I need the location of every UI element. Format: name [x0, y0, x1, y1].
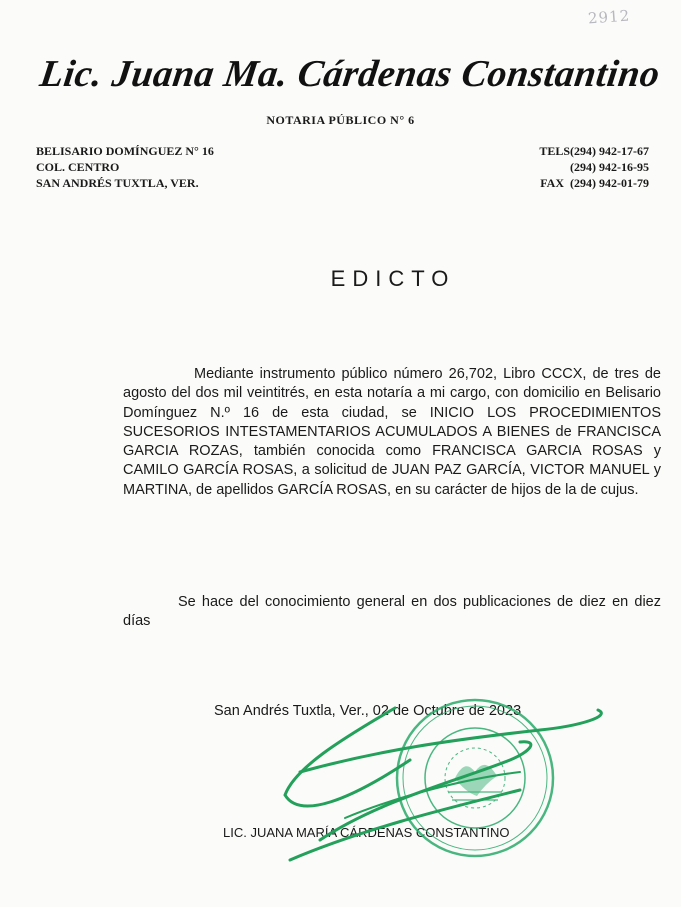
address-line: COL. CENTRO — [36, 160, 120, 174]
phone-line: TELS(294) 942-17-67 — [539, 144, 649, 158]
publication-paragraph: Se hace del conocimiento general en dos publicaciones de diez en diez días — [123, 594, 661, 630]
address-line: SAN ANDRÉS TUXTLA, VER. — [36, 176, 199, 190]
address-line: BELISARIO DOMÍNGUEZ N° 16 — [36, 144, 214, 158]
phone-line: FAX (294) 942-01-79 — [540, 176, 649, 190]
phone-line: (294) 942-16-95 — [570, 160, 649, 174]
place-and-date: San Andrés Tuxtla, Ver., 02 de Octubre de 2023 — [214, 703, 522, 719]
notary-subtitle: NOTARIA PÚBLICO N° 6 — [266, 113, 415, 127]
corner-handwritten-mark: 2912 — [587, 6, 631, 28]
document-title: EDICTO — [330, 266, 456, 291]
signer-name: LIC. JUANA MARÍA CÁRDENAS CONSTANTINO — [223, 825, 510, 840]
notary-name-heading: Lic. Juana Ma. Cárdenas Constantino — [37, 53, 663, 95]
edict-paragraph: Mediante instrumento público número 26,702, Libro CCCX, de tres de agosto del dos mil veintitrés, en esta notaría a mi cargo, con domicilio en Belisario Domínguez N.º 16 de esta ciudad, se INICIO LOS PROCEDIMIENTOS SUCESORIOS INTESTAMENTARIOS ACUMULADOS A BIENES de FRANCISCA GARCIA ROZAS, también conocida como FRANCISCA GARCIA ROSAS y CAMILO GARCÍA ROSAS, a solicitud de JUAN PAZ GARCÍA, VICTOR MANUEL y MARTINA, de apellidos GARCÍA ROSAS, en su carácter de hijos de la de cujus. — [123, 366, 661, 498]
notary-seal — [397, 700, 553, 856]
